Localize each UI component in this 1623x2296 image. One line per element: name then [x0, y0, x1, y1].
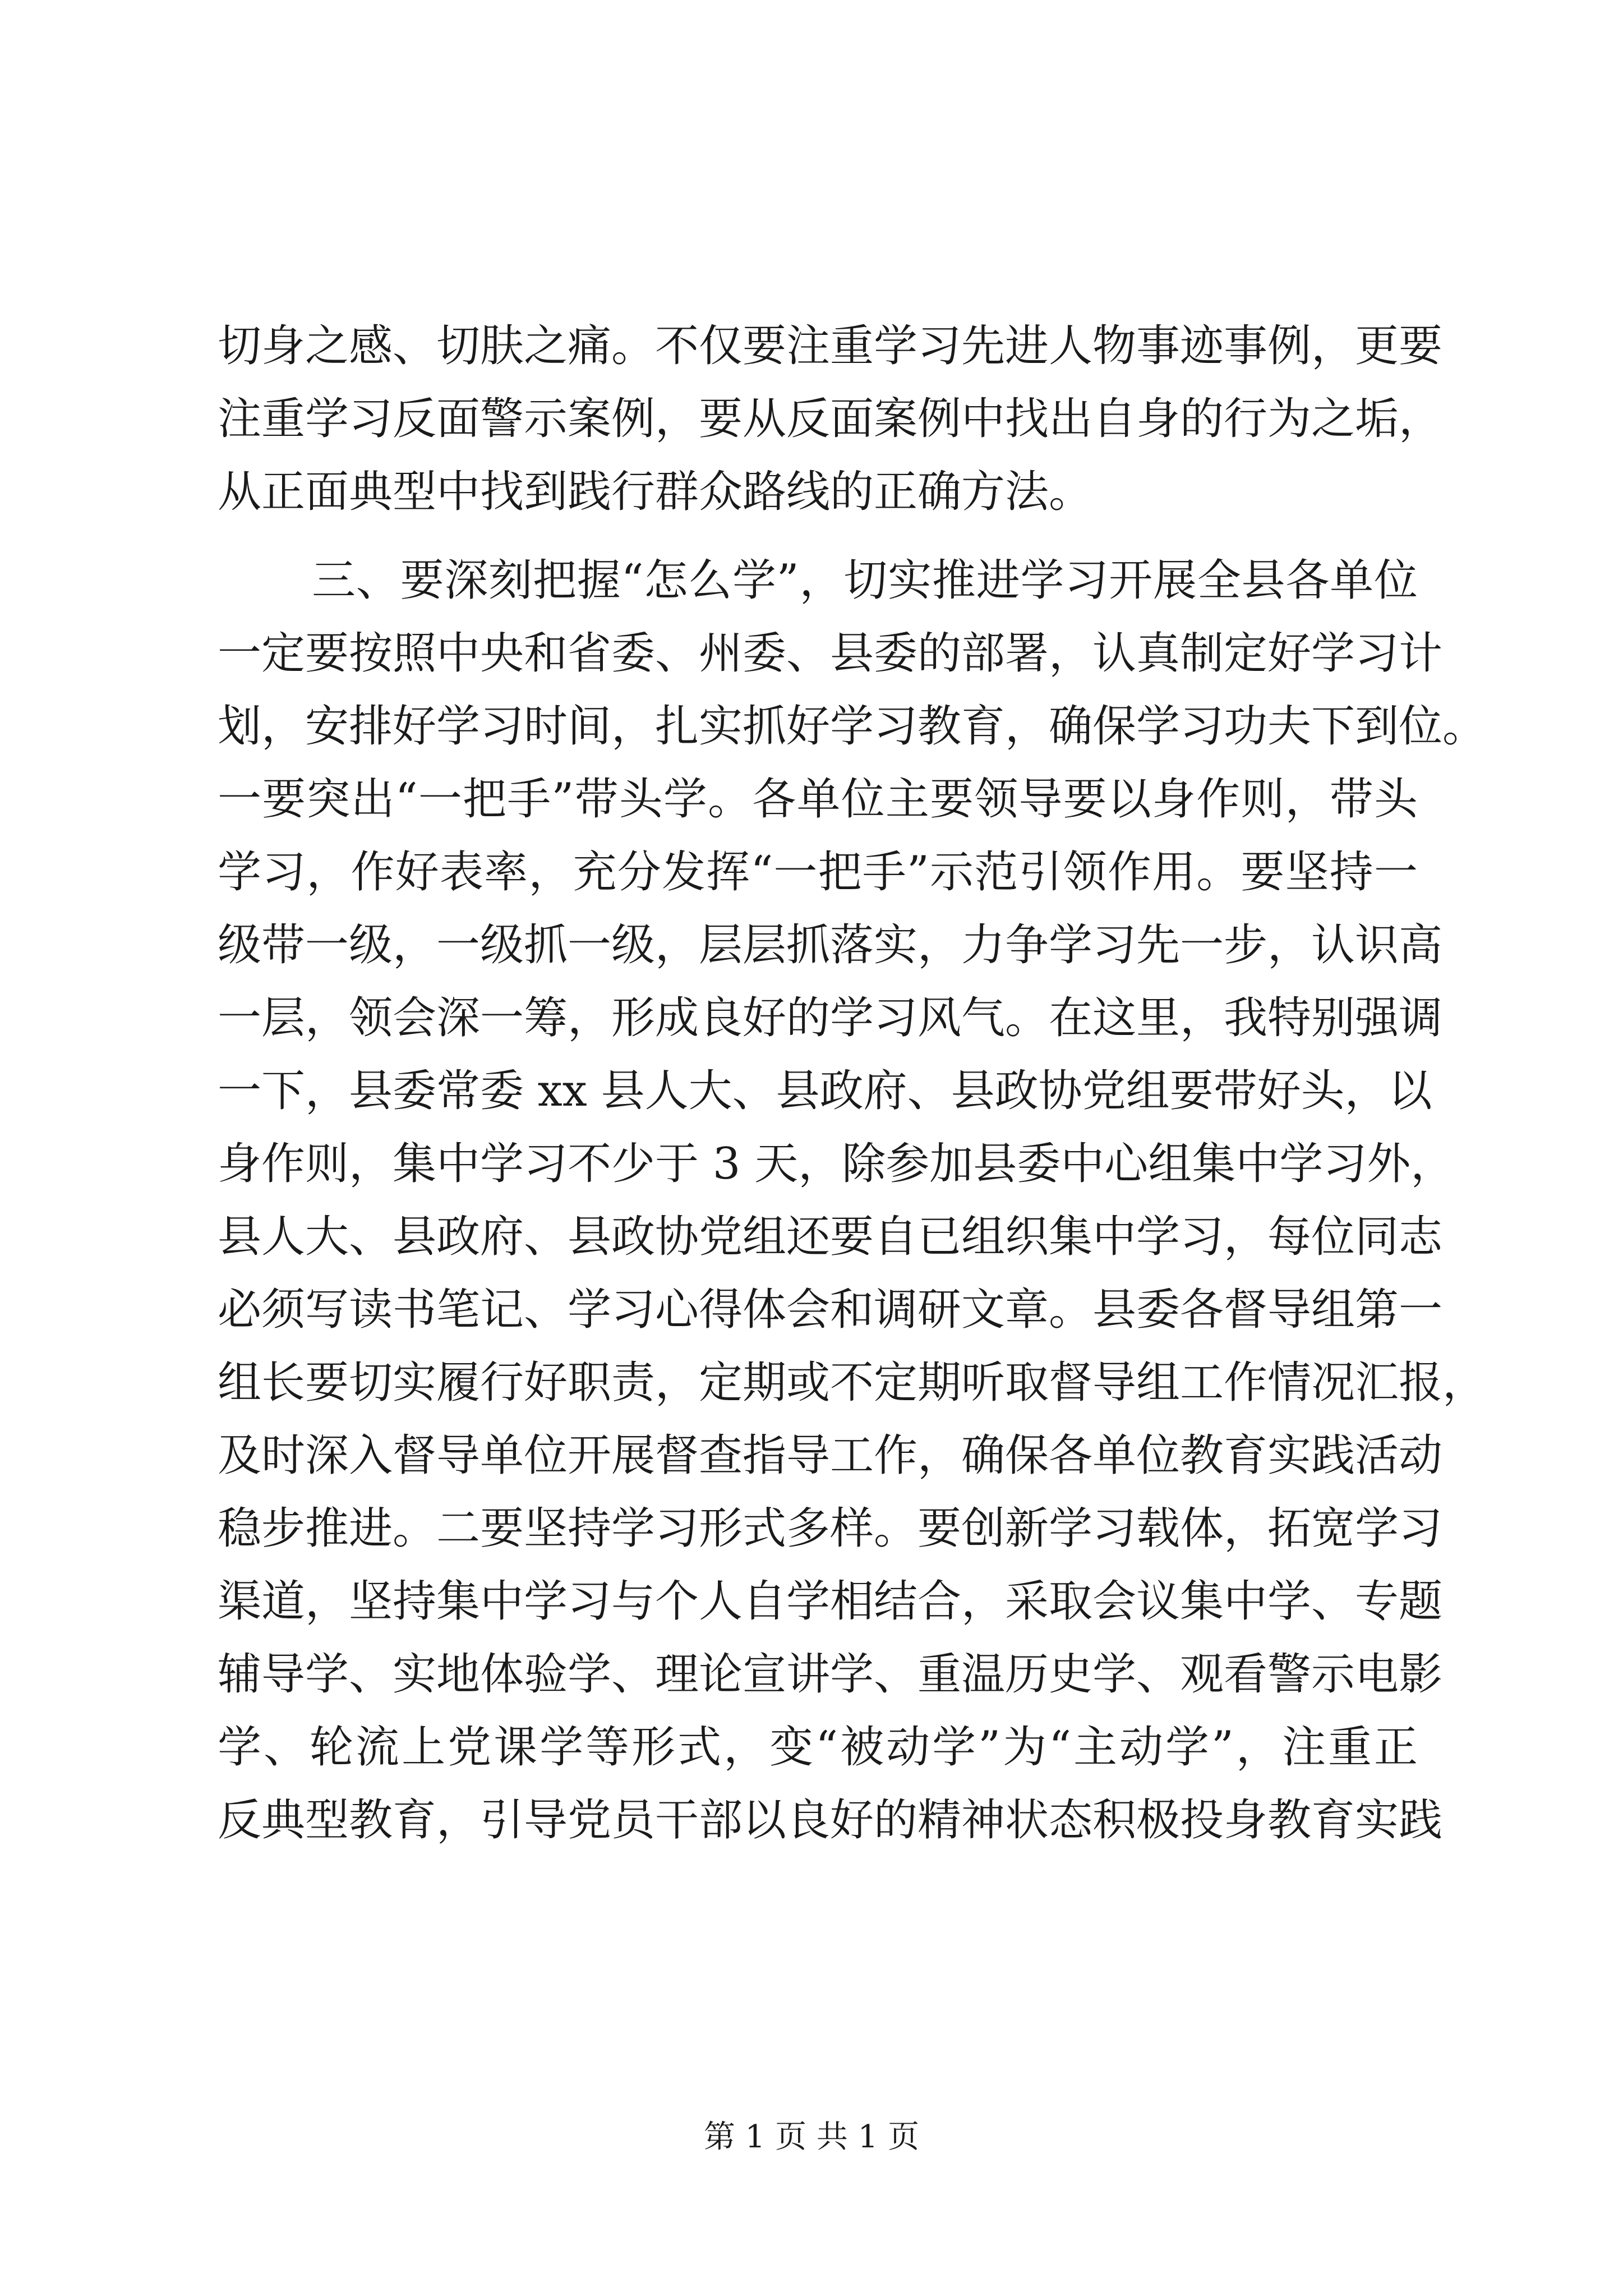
text-line: 学习，作好表率，充分发挥“一把手”示范引领作用。要坚持一	[218, 847, 1418, 898]
text-line: 辅导学、实地体验学、理论宣讲学、重温历史学、观看警示电影	[218, 1649, 1443, 1700]
text-line: 三、要深刻把握“怎么学”，切实推进学习开展全县各单位	[312, 555, 1418, 606]
document-body	[218, 310, 1487, 1857]
text-line: 及时深入督导单位开展督查指导工作，确保各单位教育实践活动	[218, 1430, 1443, 1481]
paragraph-1	[218, 310, 1443, 528]
page-footer	[0, 2118, 1623, 2157]
text-line: 渠道，坚持集中学习与个人自学相结合，采取会议集中学、专题	[218, 1576, 1443, 1627]
text-line: 必须写读书笔记、学习心得体会和调研文章。县委各督导组第一	[218, 1285, 1443, 1335]
text-line: 一下，县委常委 xx 县人大、县政府、县政协党组要带好头，以	[218, 1066, 1432, 1116]
text-line: 划，安排好学习时间，扎实抓好学习教育，确保学习功夫下到位。	[218, 701, 1487, 752]
paragraph-2	[218, 544, 1487, 1857]
text-line: 组长要切实履行好职责，定期或不定期听取督导组工作情况汇报，	[218, 1358, 1487, 1408]
text-line: 县人大、县政府、县政协党组还要自已组织集中学习，每位同志	[218, 1212, 1443, 1262]
text-line: 稳步推进。二要坚持学习形式多样。要创新学习载体，拓宽学习	[218, 1503, 1443, 1554]
page-number-label: 第 1 页 共 1 页	[703, 2119, 920, 2155]
text-line: 注重学习反面警示案例，要从反面案例中找出自身的行为之垢，	[218, 394, 1443, 444]
text-line: 一层，领会深一筹，形成良好的学习风气。在这里，我特别强调	[218, 993, 1443, 1043]
text-line: 级带一级，一级抓一级，层层抓落实，力争学习先一步，认识高	[218, 920, 1443, 970]
text-line: 反典型教育，引导党员干部以良好的精神状态积极投身教育实践	[218, 1795, 1443, 1846]
text-line: 一要突出“一把手”带头学。各单位主要领导要以身作则，带头	[218, 774, 1418, 825]
text-line: 身作则，集中学习不少于 3 天，除参加县委中心组集中学习外，	[218, 1139, 1455, 1189]
text-line: 一定要按照中央和省委、州委、县委的部署，认真制定好学习计	[218, 628, 1443, 679]
text-line: 学、轮流上党课学等形式，变“被动学”为“主动学”，注重正	[218, 1722, 1418, 1773]
text-line: 从正面典型中找到践行群众路线的正确方法。	[218, 467, 1093, 517]
text-line: 切身之感、切肤之痛。不仅要注重学习先进人物事迹事例，更要	[218, 321, 1443, 371]
